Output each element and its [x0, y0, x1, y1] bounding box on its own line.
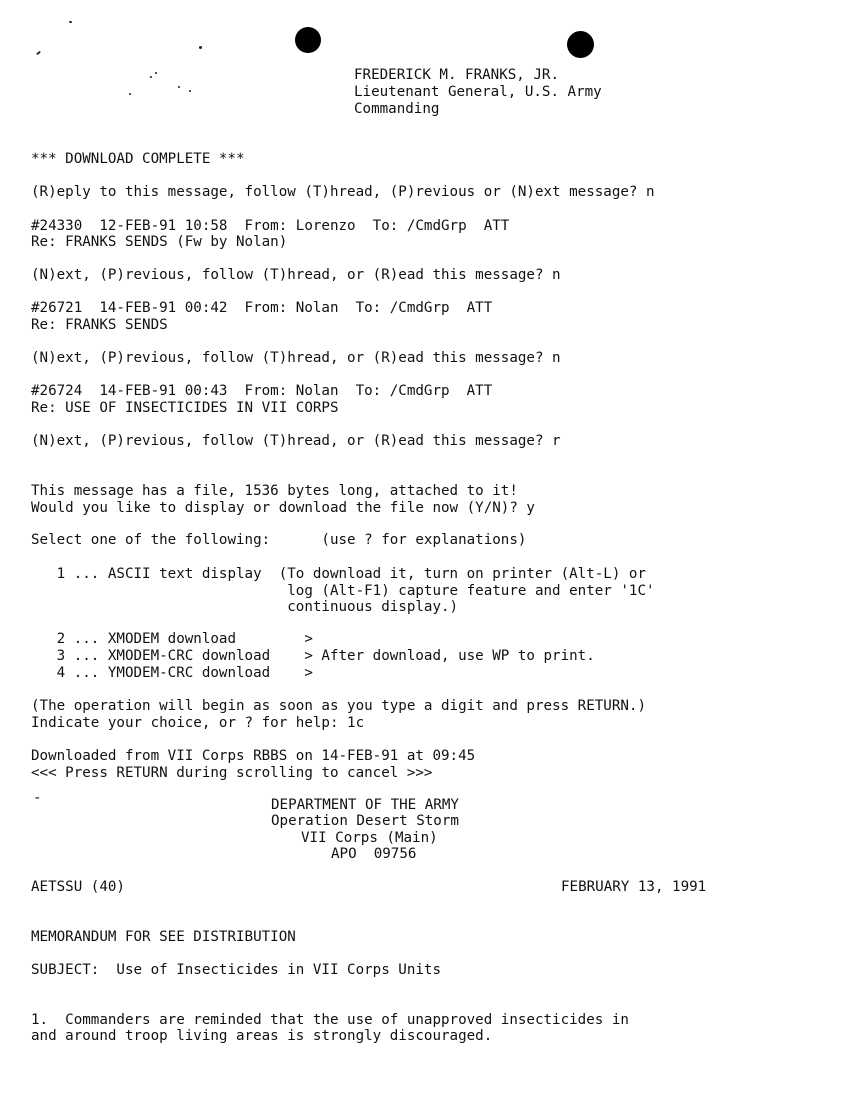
memo-paragraph-line: 1. Commanders are reminded that the use of unapproved insecticides in: [31, 1012, 629, 1028]
navigation-prompt: (N)ext, (P)revious, follow (T)hread, or (R)ead this message? n: [31, 350, 561, 366]
navigation-prompt: (N)ext, (P)revious, follow (T)hread, or (R)ead this message? n: [31, 267, 561, 283]
scan-speck: [36, 51, 41, 56]
menu-option-line: 4 ... YMODEM-CRC download >: [31, 665, 313, 681]
navigation-prompt: (N)ext, (P)revious, follow (T)hread, or (R)ead this message? r: [31, 433, 561, 449]
memo-date: FEBRUARY 13, 1991: [561, 879, 707, 895]
message-subject: Re: FRANKS SENDS: [31, 317, 168, 333]
signer-position: Commanding: [354, 101, 440, 117]
punch-hole-left: [295, 27, 321, 53]
scan-speck: [69, 21, 72, 23]
message-header: #26721 14-FEB-91 00:42 From: Nolan To: /CmdGrp ATT: [31, 300, 493, 316]
menu-option-line: continuous display.): [31, 599, 459, 615]
scan-speck: [199, 46, 202, 49]
menu-option-line: 2 ... XMODEM download >: [31, 631, 313, 647]
memo-mark: -: [33, 790, 42, 806]
scan-speck: [129, 93, 131, 95]
attachment-notice: This message has a file, 1536 bytes long, attached to it!: [31, 483, 518, 499]
memo-paragraph-line: and around troop living areas is strongly discouraged.: [31, 1028, 493, 1044]
signer-rank: Lieutenant General, U.S. Army: [354, 84, 602, 100]
operation-note: (The operation will begin as soon as you type a digit and press RETURN.): [31, 698, 646, 714]
attachment-prompt: Would you like to display or download the file now (Y/N)? y: [31, 500, 535, 516]
download-source: Downloaded from VII Corps RBBS on 14-FEB-91 at 09:45: [31, 748, 476, 764]
message-header: #26724 14-FEB-91 00:43 From: Nolan To: /CmdGrp ATT: [31, 383, 493, 399]
scan-speck: [189, 90, 191, 92]
choice-prompt: Indicate your choice, or ? for help: 1c: [31, 715, 365, 731]
punch-hole-right: [567, 31, 594, 58]
message-subject: Re: FRANKS SENDS (Fw by Nolan): [31, 234, 288, 250]
signer-name: FREDERICK M. FRANKS, JR.: [354, 67, 559, 83]
memo-operation: Operation Desert Storm: [271, 813, 459, 829]
scan-speck: [150, 76, 152, 78]
scan-speck: [155, 72, 157, 74]
scan-speck: [178, 86, 180, 88]
message-subject: Re: USE OF INSECTICIDES IN VII CORPS: [31, 400, 339, 416]
memo-addressee: MEMORANDUM FOR SEE DISTRIBUTION: [31, 929, 296, 945]
memo-subject: SUBJECT: Use of Insecticides in VII Corps Units: [31, 962, 441, 978]
memo-office-symbol: AETSSU (40): [31, 879, 125, 895]
menu-option-line: log (Alt-F1) capture feature and enter '1C': [31, 583, 655, 599]
memo-apo: APO 09756: [331, 846, 417, 862]
download-complete-banner: *** DOWNLOAD COMPLETE ***: [31, 151, 245, 167]
message-header: #24330 12-FEB-91 10:58 From: Lorenzo To: /CmdGrp ATT: [31, 218, 510, 234]
menu-option-line: 3 ... XMODEM-CRC download > After download, use WP to print.: [31, 648, 595, 664]
reply-prompt: (R)eply to this message, follow (T)hread, (P)revious or (N)ext message? n: [31, 184, 655, 200]
select-prompt: Select one of the following: (use ? for explanations): [31, 532, 527, 548]
menu-option-line: 1 ... ASCII text display (To download it, turn on printer (Alt-L) or: [31, 566, 646, 582]
memo-department: DEPARTMENT OF THE ARMY: [271, 797, 459, 813]
memo-unit: VII Corps (Main): [301, 830, 438, 846]
cancel-hint: <<< Press RETURN during scrolling to cancel >>>: [31, 765, 433, 781]
